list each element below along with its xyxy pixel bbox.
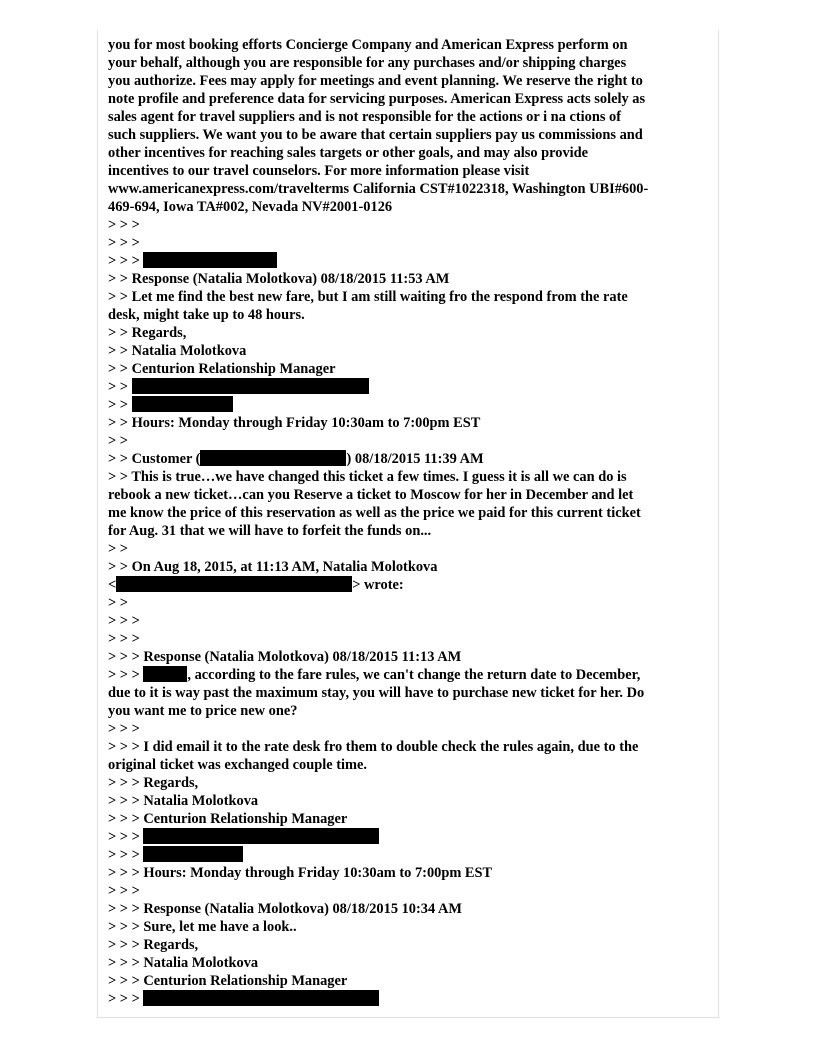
quote-prefix: < (108, 577, 117, 593)
signature-line: > > Regards, (108, 325, 187, 341)
quote-line: > > > (108, 613, 140, 629)
signature-line: > > > Regards, (108, 937, 199, 953)
quote-suffix: ) 08/18/2015 11:39 AM (346, 451, 484, 467)
paragraph-line: your behalf, although you are responsible for any purchases and/or shipping charges (108, 55, 627, 71)
quote-line-redacted (108, 990, 712, 1008)
customer-header (108, 450, 712, 468)
quote-line: > > > (108, 883, 140, 899)
message-line: you want me to price new one? (108, 703, 298, 719)
message-line: original ticket was exchanged couple time. (108, 757, 368, 773)
signature-line: > > > Natalia Molotkova (108, 793, 259, 809)
response-header: > > > Response (Natalia Molotkova) 08/18/2015 11:13 AM (108, 649, 462, 665)
attribution-email (108, 576, 712, 594)
message-line: desk, might take up to 48 hours. (108, 307, 305, 323)
email-thread (108, 36, 712, 1008)
signature-line: > > > Regards, (108, 775, 199, 791)
paragraph-line: note profile and preference data for servicing purposes. American Express acts solely as (108, 91, 646, 107)
redaction-box (116, 576, 352, 592)
paragraph-line: you for most booking efforts Concierge Company and American Express perform on (108, 37, 628, 53)
redaction-box (143, 846, 243, 862)
redaction-box (132, 396, 233, 412)
quote-line-redacted (108, 828, 712, 846)
quote-line-redacted (108, 252, 712, 270)
quote-prefix: > > > (108, 829, 140, 845)
quote-line: > > > (108, 217, 140, 233)
redaction-box (143, 990, 379, 1006)
redaction-box (132, 378, 369, 394)
message-line: for Aug. 31 that we will have to forfeit the funds on... (108, 523, 432, 539)
redaction-box (143, 252, 277, 268)
message-line-redacted (108, 666, 712, 684)
quote-line-redacted (108, 396, 712, 414)
message-line: rebook a new ticket…can you Reserve a ticket to Moscow for her in December and let (108, 487, 634, 503)
paragraph-line: other incentives for reaching sales targets or other goals, and may also provide (108, 145, 589, 161)
quote-line: > > (108, 595, 128, 611)
signature-line: > > Natalia Molotkova (108, 343, 247, 359)
signature-line: > > Centurion Relationship Manager (108, 361, 336, 377)
quote-suffix: , according to the fare rules, we can't change the return date to December, (187, 667, 641, 683)
attribution-line: > > On Aug 18, 2015, at 11:13 AM, Natalia Molotkova (108, 559, 438, 575)
paragraph-line: incentives to our travel counselors. For more information please visit (108, 163, 530, 179)
quote-prefix: > > > (108, 991, 140, 1007)
quote-line-redacted (108, 846, 712, 864)
quote-prefix: > > > (108, 847, 140, 863)
quote-line: > > (108, 541, 128, 557)
response-header: > > Response (Natalia Molotkova) 08/18/2015 11:53 AM (108, 271, 450, 287)
paragraph-line: you authorize. Fees may apply for meetings and event planning. We reserve the right to (108, 73, 643, 89)
redaction-box (143, 828, 379, 844)
signature-line: > > > Centurion Relationship Manager (108, 811, 348, 827)
quote-prefix: > > > (108, 253, 140, 269)
signature-line: > > > Centurion Relationship Manager (108, 973, 348, 989)
quote-line: > > (108, 433, 128, 449)
response-header: > > > Response (Natalia Molotkova) 08/18/2015 10:34 AM (108, 901, 462, 917)
quote-line-redacted (108, 378, 712, 396)
message-line: > > > Sure, let me have a look.. (108, 919, 297, 935)
quote-line: > > > (108, 721, 140, 737)
paragraph-line: such suppliers. We want you to be aware that certain suppliers pay us commissions and (108, 127, 643, 143)
message-line: > > > I did email it to the rate desk fro them to double check the rules again, due to the (108, 739, 639, 755)
message-line: > > This is true…we have changed this ticket a few times. I guess it is all we can do is (108, 469, 627, 485)
quote-prefix: > > Customer ( (108, 451, 201, 467)
quote-suffix: > wrote: (352, 577, 404, 593)
signature-line: > > > Natalia Molotkova (108, 955, 259, 971)
message-line: due to it is way past the maximum stay, you will have to purchase new ticket for her. Do (108, 685, 645, 701)
hours-line: > > Hours: Monday through Friday 10:30am to 7:00pm EST (108, 415, 481, 431)
redaction-box (143, 666, 187, 682)
quote-line: > > > (108, 235, 140, 251)
paragraph-line: sales agent for travel suppliers and is not responsible for the actions or i na ctions of (108, 109, 622, 125)
quote-line: > > > (108, 631, 140, 647)
quote-prefix: > > > (108, 667, 140, 683)
thread-lines (108, 216, 712, 1008)
quote-prefix: > > (108, 379, 128, 395)
paragraph-line: www.americanexpress.com/travelterms California CST#1022318, Washington UBI#600- (108, 181, 649, 197)
quote-prefix: > > (108, 397, 128, 413)
paragraph-line: 469-694, Iowa TA#002, Nevada NV#2001-0126 (108, 199, 393, 215)
header-paragraph (108, 36, 712, 216)
hours-line: > > > Hours: Monday through Friday 10:30am to 7:00pm EST (108, 865, 493, 881)
message-line: > > Let me find the best new fare, but I am still waiting fro the respond from the rate (108, 289, 628, 305)
message-line: me know the price of this reservation as well as the price we paid for this current ticket (108, 505, 641, 521)
redaction-box (200, 450, 346, 466)
